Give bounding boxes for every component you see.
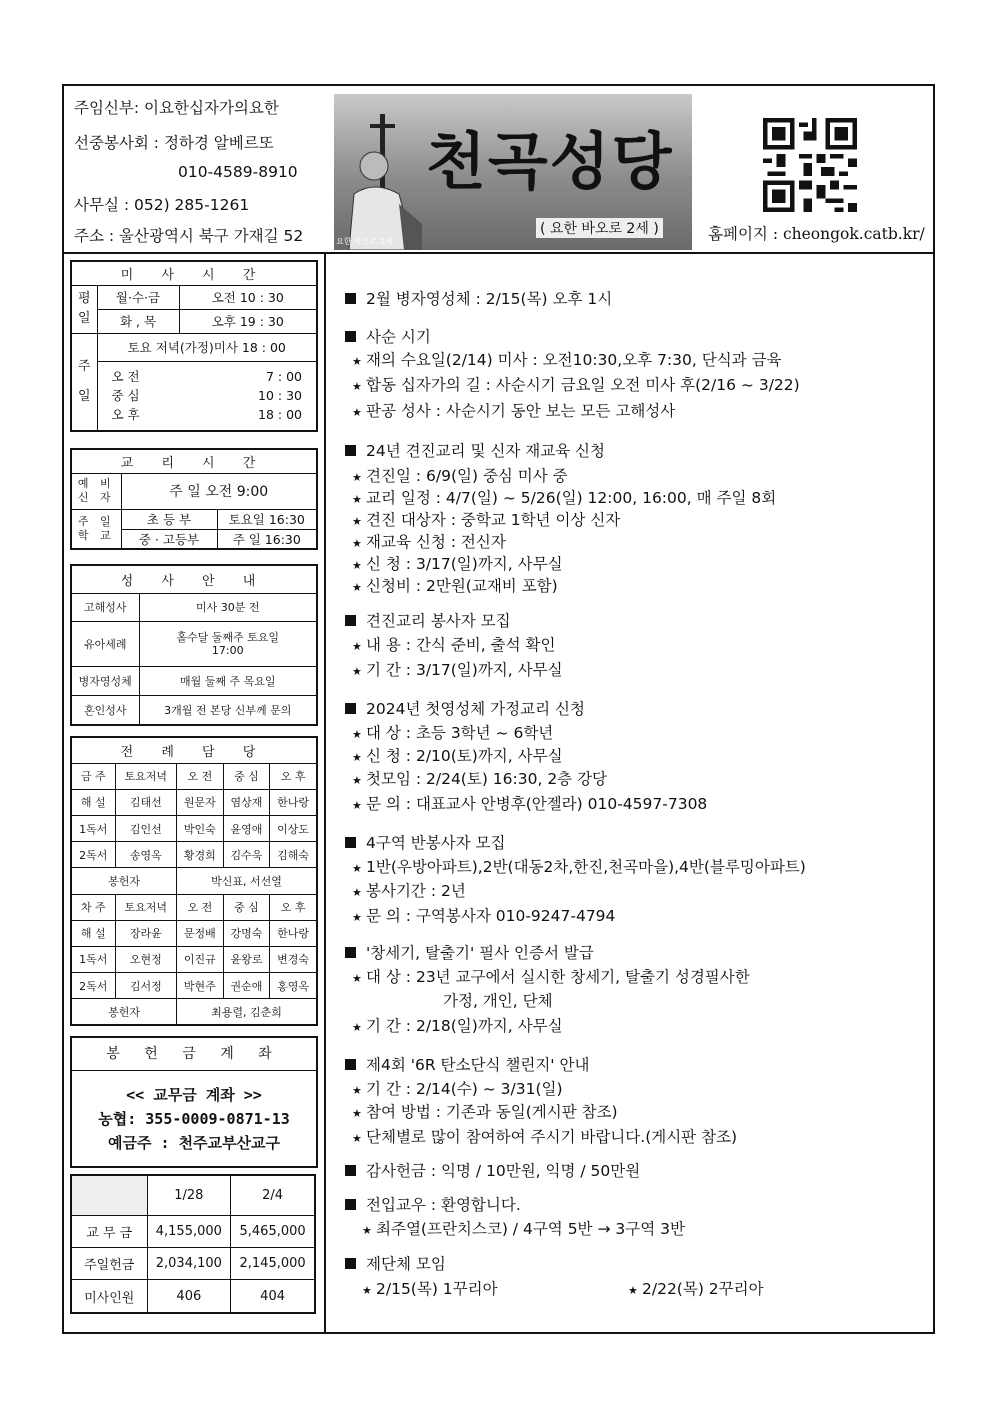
notice-heading xyxy=(345,288,612,310)
notice-heading xyxy=(345,610,511,632)
notice-item xyxy=(362,1278,498,1302)
notice-item-text: : 2만원(교재비 포함) xyxy=(410,577,558,595)
notice-title: 제4회 '6R 탄소단식 챌린지' 안내 xyxy=(366,1056,590,1074)
liturgy-role: 해 설 xyxy=(71,789,115,815)
liturgy-person: 이진규 xyxy=(177,946,224,972)
sunday-mass-label: 오 후 xyxy=(111,407,140,423)
notice-item-label: 판공 성사 xyxy=(366,402,431,420)
liturgy-person: 김서정 xyxy=(115,973,177,999)
homepage-link[interactable]: 홈페이지 : cheongok.catb.kr/ xyxy=(708,225,925,243)
notice-item-text: : 3/17(일)까지, 사무실 xyxy=(400,661,563,679)
star-bullet-icon: ★ xyxy=(352,471,362,484)
notice-heading xyxy=(345,440,605,462)
notice-item-label: 합동 십자가의 길 xyxy=(366,376,481,394)
sacrament-info: 매월 둘째 주 목요일 xyxy=(139,667,317,696)
notice-item-text: : 오전10:30,오후 7:30, 단식과 금육 xyxy=(527,351,782,369)
square-bullet-icon xyxy=(345,293,356,304)
star-bullet-icon: ★ xyxy=(352,406,362,419)
liturgy-person: 김수욱 xyxy=(223,842,270,868)
liturgy-person: 오현정 xyxy=(115,946,177,972)
liturgy-row xyxy=(71,973,317,999)
notice-item-text: : 2/14(수) ~ 3/31(일) xyxy=(400,1080,563,1098)
notice-item-text: : 사순시기 금요일 오전 미사 후(2/16 ~ 3/22) xyxy=(480,376,800,394)
notice-item-text: 2/22(목) 2꾸리아 xyxy=(642,1280,764,1298)
liturgy-row xyxy=(71,842,317,868)
square-bullet-icon xyxy=(345,445,356,456)
finance-date: 1/28 xyxy=(147,1175,231,1215)
notice-item xyxy=(352,634,555,658)
finance-value: 404 xyxy=(231,1280,315,1313)
notice-heading xyxy=(345,1194,521,1216)
notice-item-text: : 초등 3학년 ~ 6학년 xyxy=(400,724,554,742)
finance-row xyxy=(71,1280,315,1313)
account-heading: << 교무금 계좌 >> xyxy=(126,1086,262,1104)
school-time: 주 일 16:30 xyxy=(217,529,317,549)
notice-item xyxy=(443,990,553,1012)
star-bullet-icon: ★ xyxy=(352,559,362,572)
liturgy-role: 2독서 xyxy=(71,842,115,868)
liturgy-header-cell: 오 후 xyxy=(270,763,317,789)
notice-item-label: 단체별로 많이 참여하여 주시기 바랍니다. xyxy=(366,1128,646,1146)
notice-item-text: 2/15(목) 1꾸리아 xyxy=(376,1280,498,1298)
notice-title: 제단체 모임 xyxy=(366,1255,446,1273)
notice-item-text: : 간식 준비, 출석 확인 xyxy=(400,636,556,654)
notice-title: 4구역 반봉사자 모집 xyxy=(366,834,506,852)
notice-item-text: : 사순시기 동안 보는 모든 고해성사 xyxy=(430,402,676,420)
liturgy-person: 한나랑 xyxy=(270,920,317,946)
weekday-label: 평 일 xyxy=(71,285,97,333)
notice-item-label: 대 상 xyxy=(366,724,401,742)
star-bullet-icon: ★ xyxy=(362,1224,372,1237)
account-holder: 예금주 : 천주교부산교구 xyxy=(108,1134,280,1152)
notice-item xyxy=(352,856,806,880)
liturgy-person: 윤영애 xyxy=(223,816,270,842)
notice-title: 24년 견진교리 및 신자 재교육 신청 xyxy=(366,442,606,460)
finance-row xyxy=(71,1247,315,1279)
star-bullet-icon: ★ xyxy=(352,774,362,787)
liturgy-person: 장라윤 xyxy=(115,920,177,946)
catechism-title: 교 리 시 간 xyxy=(71,449,317,473)
star-bullet-icon: ★ xyxy=(352,1084,362,1097)
finance-row xyxy=(71,1215,315,1247)
notice-item-text: 1반(우방아파트),2반(대동2차,한진,천곡마을),4반(블루밍아파트) xyxy=(366,858,806,876)
star-bullet-icon: ★ xyxy=(352,493,362,506)
weekday-days: 화 , 목 xyxy=(97,309,179,333)
notice-item-text: : 구역봉사자 010-9247-4794 xyxy=(400,907,616,925)
pastor: 주임신부: 이요한십자가의요한 xyxy=(74,99,279,117)
notice-item xyxy=(352,966,750,990)
notice-title: 전입교우 xyxy=(366,1196,426,1214)
notice-item xyxy=(352,1101,618,1125)
liturgy-row xyxy=(71,816,317,842)
notice-item-label: 신 청 xyxy=(366,555,401,573)
liturgy-person: 이상도 xyxy=(270,816,317,842)
notice-item-label: 재교육 신청 xyxy=(366,533,446,551)
notice-title: 2024년 첫영성체 가정교리 신청 xyxy=(366,700,585,718)
notice-item xyxy=(352,768,607,792)
notice-item xyxy=(362,1218,685,1242)
notice-item-text: 가정, 개인, 단체 xyxy=(443,992,553,1010)
notice-detail: : 환영합니다. xyxy=(425,1196,521,1214)
star-bullet-icon: ★ xyxy=(352,972,362,985)
notice-item xyxy=(352,400,675,424)
square-bullet-icon xyxy=(345,703,356,714)
notice-item xyxy=(352,374,800,398)
star-bullet-icon: ★ xyxy=(352,1107,362,1120)
liturgy-role: 2독서 xyxy=(71,973,115,999)
notice-item-label: 견진일 xyxy=(366,467,411,485)
square-bullet-icon xyxy=(345,1059,356,1070)
notice-heading xyxy=(345,942,594,964)
notice-item-label: 참여 방법 xyxy=(366,1103,431,1121)
sunday-school-label: 주 일 학 교 xyxy=(71,509,121,549)
office-phone: 사무실 : 052) 285-1261 xyxy=(74,196,250,214)
star-bullet-icon: ★ xyxy=(352,911,362,924)
liturgy-person: 송영옥 xyxy=(115,842,177,868)
sacrament-name: 고해성사 xyxy=(71,593,139,622)
notice-item-text: : 3/17(일)까지, 사무실 xyxy=(400,555,563,573)
liturgy-row xyxy=(71,946,317,972)
star-bullet-icon: ★ xyxy=(352,355,362,368)
notice-item-label: 견진 대상자 xyxy=(366,511,446,529)
school-time: 토요일 16:30 xyxy=(217,509,317,529)
notice-item xyxy=(352,793,707,817)
notice-item-text: : 2/10(토)까지, 사무실 xyxy=(400,747,563,765)
liturgy-header-cell: 오 전 xyxy=(177,763,224,789)
notice-item xyxy=(352,553,563,577)
liturgy-person: 김해숙 xyxy=(270,842,317,868)
notice-item xyxy=(352,880,466,904)
liturgy-title: 전 례 담 당 xyxy=(71,737,317,763)
notice-item xyxy=(352,531,506,555)
liturgy-header-cell: 중 심 xyxy=(223,894,270,920)
school-grade: 중 · 고등부 xyxy=(121,529,217,549)
star-bullet-icon: ★ xyxy=(352,1132,362,1145)
account-number: 농협: 355-0009-0871-13 xyxy=(98,1110,290,1128)
liturgy-week-header xyxy=(71,894,317,920)
liturgy-row xyxy=(71,920,317,946)
square-bullet-icon xyxy=(345,331,356,342)
finance-label: 미사인원 xyxy=(71,1280,147,1313)
liturgy-person: 한나랑 xyxy=(270,789,317,815)
sacrament-info: 3개월 전 본당 신부께 문의 xyxy=(139,696,317,725)
offering-account xyxy=(70,1036,318,1168)
sunday-mass-label: 중 심 xyxy=(111,388,140,404)
notice-title: 감사헌금 xyxy=(366,1162,426,1180)
notice-item-label: 내 용 xyxy=(366,636,401,654)
liturgy-header-cell: 토요저녁 xyxy=(115,894,177,920)
star-bullet-icon: ★ xyxy=(352,862,362,875)
notice-item-text: : 4/7(일) ~ 5/26(일) 12:00, 16:00, 매 주일 8회 xyxy=(430,489,777,507)
square-bullet-icon xyxy=(345,837,356,848)
liturgy-role: 해 설 xyxy=(71,920,115,946)
notice-heading xyxy=(345,698,585,720)
sunday-mass-time: 7 : 00 xyxy=(265,369,302,385)
finance-label: 교 무 금 xyxy=(71,1215,147,1247)
finance-date: 2/4 xyxy=(231,1175,315,1215)
weekday-time: 오후 19 : 30 xyxy=(179,309,317,333)
star-bullet-icon: ★ xyxy=(362,1284,372,1297)
church-name: 천곡성당 xyxy=(426,125,674,198)
star-bullet-icon: ★ xyxy=(352,886,362,899)
notice-item xyxy=(352,575,558,599)
council-phone: 010-4589-8910 xyxy=(178,163,298,181)
notice-item xyxy=(352,465,568,489)
liturgy-header-cell: 오 후 xyxy=(270,894,317,920)
finance-value: 2,034,100 xyxy=(147,1247,231,1279)
notice-item-label: 문 의 xyxy=(366,907,401,925)
liturgy-communion-row xyxy=(71,868,317,894)
liturgy-person: 김인선 xyxy=(115,816,177,842)
notice-detail: : 익명 / 10만원, 익명 / 50만원 xyxy=(425,1162,641,1180)
finance-table xyxy=(70,1174,316,1314)
notice-detail: : 2/15(목) 오후 1시 xyxy=(470,290,613,308)
notice-item xyxy=(352,509,620,533)
qr-code-icon[interactable] xyxy=(763,118,857,212)
notice-item xyxy=(352,745,563,769)
notice-item-label: 교리 일정 xyxy=(366,489,431,507)
council: 선중봉사회 : 정하경 알베르또 xyxy=(74,134,274,152)
notice-item-text: : 2/24(토) 16:30, 2층 강당 xyxy=(410,770,608,788)
notice-item-text: 최주열(프란치스코) / 4구역 5반 → 3구역 3반 xyxy=(376,1220,685,1238)
pre-catechumen-label: 예 비 신 자 xyxy=(71,473,121,509)
finance-value: 4,155,000 xyxy=(147,1215,231,1247)
notice-item-label: 기 간 xyxy=(366,1017,401,1035)
square-bullet-icon xyxy=(345,1199,356,1210)
notice-item-label: 신청비 xyxy=(366,577,411,595)
notice-item-text: : 중학교 1학년 이상 신자 xyxy=(445,511,621,529)
liturgy-person: 박인숙 xyxy=(177,816,224,842)
star-bullet-icon: ★ xyxy=(352,581,362,594)
notice-heading xyxy=(345,1253,446,1275)
church-banner xyxy=(334,94,692,250)
notice-item-text: : 2년 xyxy=(425,882,466,900)
notice-item-label: 첫모임 xyxy=(366,770,411,788)
liturgy-person: 홍영옥 xyxy=(270,973,317,999)
star-bullet-icon: ★ xyxy=(352,515,362,528)
notice-item xyxy=(352,1078,563,1102)
notice-item xyxy=(352,722,553,746)
sunday-mass-label: 오 전 xyxy=(111,369,140,385)
catechism-table xyxy=(70,448,318,550)
sacrament-name: 병자영성체 xyxy=(71,667,139,696)
liturgy-person: 문정배 xyxy=(177,920,224,946)
notice-title: '창세기, 탈출기' 필사 인증서 발급 xyxy=(366,944,594,962)
notice-item-label: 신 청 xyxy=(366,747,401,765)
sacraments-title: 성 사 안 내 xyxy=(71,565,317,593)
liturgy-header-cell: 오 전 xyxy=(177,894,224,920)
notice-item-label: 대 상 xyxy=(366,968,401,986)
notice-item xyxy=(352,487,776,511)
communion-label: 봉헌자 xyxy=(71,999,177,1025)
pre-catechumen-time: 주 일 오전 9:00 xyxy=(121,473,317,509)
weekday-time: 오전 10 : 30 xyxy=(179,285,317,309)
notice-item xyxy=(628,1278,764,1302)
notice-item-text: : 전신자 xyxy=(445,533,506,551)
liturgy-header-cell: 토요저녁 xyxy=(115,763,177,789)
star-bullet-icon: ★ xyxy=(628,1284,638,1297)
star-bullet-icon: ★ xyxy=(352,751,362,764)
finance-label: 주일헌금 xyxy=(71,1247,147,1279)
square-bullet-icon xyxy=(345,1165,356,1176)
notice-item xyxy=(352,659,563,683)
square-bullet-icon xyxy=(345,1258,356,1269)
sunday-label: 주 일 xyxy=(71,333,97,431)
notice-heading xyxy=(345,832,506,854)
notice-heading xyxy=(345,1054,589,1076)
notice-title: 2월 병자영성체 xyxy=(366,290,471,308)
liturgy-person: 김태선 xyxy=(115,789,177,815)
notice-item-text: : 6/9(일) 중심 미사 중 xyxy=(410,467,568,485)
notice-title: 사순 시기 xyxy=(366,328,431,346)
notice-item xyxy=(352,905,615,929)
square-bullet-icon xyxy=(345,615,356,626)
address: 주소 : 울산광역시 북구 가재길 52 xyxy=(74,227,304,245)
weekday-days: 월·수·금 xyxy=(97,285,179,309)
school-grade: 초 등 부 xyxy=(121,509,217,529)
sacrament-info: 미사 30분 전 xyxy=(139,593,317,622)
sunday-mass-time: 10 : 30 xyxy=(258,388,302,404)
liturgy-role: 1독서 xyxy=(71,946,115,972)
notice-item xyxy=(352,1015,563,1039)
patron-name: ( 요한 바오로 2세 ) xyxy=(536,218,663,238)
liturgy-table xyxy=(70,736,318,1026)
notice-item-text: : 대표교사 안병후(안젤라) 010-4597-7308 xyxy=(400,795,708,813)
liturgy-person: 강명숙 xyxy=(223,920,270,946)
notice-item xyxy=(352,349,782,373)
liturgy-person: 박현주 xyxy=(177,973,224,999)
liturgy-row xyxy=(71,789,317,815)
star-bullet-icon: ★ xyxy=(352,640,362,653)
mass-times-title: 미 사 시 간 xyxy=(71,261,317,285)
notice-heading xyxy=(345,326,431,348)
notice-title: 견진교리 봉사자 모집 xyxy=(366,612,511,630)
finance-value: 5,465,000 xyxy=(231,1215,315,1247)
notice-item-label: 봉사기간 xyxy=(366,882,426,900)
notice-item-text: : 23년 교구에서 실시한 창세기, 탈출기 성경필사한 xyxy=(400,968,750,986)
liturgy-header-cell: 중 심 xyxy=(223,763,270,789)
notice-item-label: 기 간 xyxy=(366,1080,401,1098)
liturgy-person: 황경희 xyxy=(177,842,224,868)
notice-item-text: : 기존과 동일(게시판 참조) xyxy=(430,1103,618,1121)
liturgy-person: 윤왕로 xyxy=(223,946,270,972)
communion-names: 박신표, 서선열 xyxy=(177,868,317,894)
star-bullet-icon: ★ xyxy=(352,537,362,550)
star-bullet-icon: ★ xyxy=(352,728,362,741)
mass-times-table xyxy=(70,260,318,432)
star-bullet-icon: ★ xyxy=(352,665,362,678)
square-bullet-icon xyxy=(345,947,356,958)
finance-value: 406 xyxy=(147,1280,231,1313)
sacrament-name: 혼인성사 xyxy=(71,696,139,725)
liturgy-header-cell: 금 주 xyxy=(71,763,115,789)
notice-item-label: 기 간 xyxy=(366,661,401,679)
liturgy-person: 권순애 xyxy=(223,973,270,999)
pope-illustration xyxy=(344,114,424,250)
sacrament-name: 유아세례 xyxy=(71,622,139,667)
notice-item-text: : 2/18(일)까지, 사무실 xyxy=(400,1017,563,1035)
notice-item-label: 문 의 xyxy=(366,795,401,813)
column-divider xyxy=(324,253,326,1334)
star-bullet-icon: ★ xyxy=(352,1021,362,1034)
notice-item-label: 재의 수요일(2/14) 미사 xyxy=(366,351,528,369)
liturgy-person: 염상재 xyxy=(223,789,270,815)
sunday-mass-time: 18 : 00 xyxy=(258,407,302,423)
liturgy-person: 변경숙 xyxy=(270,946,317,972)
sacraments-table xyxy=(70,564,318,726)
finance-header-row xyxy=(71,1175,315,1215)
notice-item xyxy=(352,1126,737,1150)
liturgy-header-cell: 차 주 xyxy=(71,894,115,920)
notice-heading xyxy=(345,1160,640,1182)
liturgy-week-header xyxy=(71,763,317,789)
finance-value: 2,145,000 xyxy=(231,1247,315,1279)
offering-account-title: 봉 헌 금 계 좌 xyxy=(72,1038,316,1071)
liturgy-role: 1독서 xyxy=(71,816,115,842)
liturgy-person: 원문자 xyxy=(177,789,224,815)
communion-names: 최용렬, 김춘희 xyxy=(177,999,317,1025)
sacrament-info: 홀수달 둘째주 토요일 17:00 xyxy=(139,622,317,667)
star-bullet-icon: ★ xyxy=(352,799,362,812)
liturgy-communion-row xyxy=(71,999,317,1025)
notice-item-text: (게시판 참조) xyxy=(645,1128,738,1146)
star-bullet-icon: ★ xyxy=(352,380,362,393)
communion-label: 봉헌자 xyxy=(71,868,177,894)
saturday-mass: 토요 저녁(가정)미사 18 : 00 xyxy=(97,333,317,361)
image-caption: 요한 바오로 2세 xyxy=(336,237,393,246)
